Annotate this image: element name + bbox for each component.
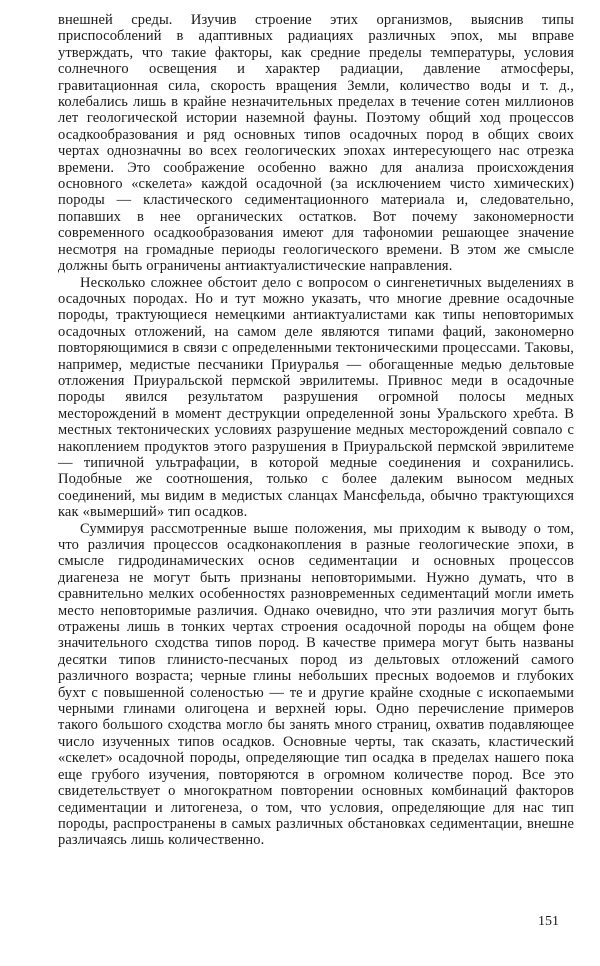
page-number: 151 xyxy=(538,914,559,929)
paragraph-1: внешней среды. Изучив строение этих организмов, выяснив типы приспособлений в адаптивных радиациях различных эпох, мы вправе утверждать, что такие факторы, как средние пределы температуры, условия солнечного освещения и характер радиации, давление атмосферы, гравитационная сила, скорость вращения Земли, количество воды и т. д., колебались лишь в крайне незначительных пределах в течение сотен миллионов лет геологической истории наземной фауны. Поэтому общий ход процессов осадкообразования и ряд основных типов осадочных пород в общих своих чертах однозначны во всех геологических эпохах интересующего нас отрезка времени. Это соображение особенно важно для анализа происхождения основного «скелета» каждой осадочной (за исключением чисто химических) породы — кластического седиментационного материала и, следовательно, попавших в нее органических остатков. Вот почему закономерности современного осадкообразования имеют для тафономии решающее значение несмотря на громадные периоды геологического времени. В этом же смысле должны быть ограничены антиактуалистические направления. xyxy=(58,12,574,275)
page-body xyxy=(58,12,574,849)
paragraph-3: Суммируя рассмотренные выше положения, мы приходим к выводу о том, что различия процессов осадконакопления в разные геологические эпохи, в смысле гидродинамических основ седиментации и основных процессов диагенеза не могут быть признаны неповторимыми. Нужно думать, что в сравнительно мелких особенностях разновременных седиментаций могли иметь место неповторимые различия. Однако очевидно, что эти различия могут быть отражены лишь в тонких чертах строения осадочной породы на общем фоне значительного сходства типов пород. В качестве примера могут быть названы десятки типов глинисто-песчаных пород из дельтовых отложений самого различного возраста; черные глины небольших пресных водоемов и глубоких бухт с повышенной соленостью — те и другие крайне сходные с ископаемыми черными глинами олигоцена и верхней юры. Одно перечисление примеров такого большого сходства могло бы занять много страниц, охватив подавляющее число изученных типов осадков. Основные черты, так сказать, кластический «скелет» осадочной породы, определяющие тип осадка в пределах нашего пока еще грубого изучения, повторяются в огромном количестве пород. Все это свидетельствует о многократном повторении основных комбинаций факторов седиментации и литогенеза, о том, что условия, определяющие для нас тип породы, распространены в самых различных обстановках седиментации, внешне различаясь лишь количественно. xyxy=(58,520,574,849)
paragraph-2: Несколько сложнее обстоит дело с вопросом о сингенетичных выделениях в осадочных породах. Но и тут можно указать, что многие древние осадочные породы, трактующиеся немецкими антиактуалистами как типы неповторимых осадочных отложений, на самом деле являются типами фаций, закономерно повторяющимися в связи с определенными тектоническими процессами. Таковы, например, медистые песчаники Приуралья — обогащенные медью дельтовые отложения Приуральской пермской эврилитемы. Привнос меди в осадочные породы явился результатом разрушения огромной полосы медных месторождений в момент деструкции определенной зоны Уральского хребта. В местных тектонических условиях разрушение медных месторождений совпало с накоплением продуктов этого разрушения в Приуральской пермской эврилитеме — типичной ультрафации, в которой медные соединения и сохранились. Подобные же соотношения, только с более далеким выносом медных соединений, мы видим в медистых сланцах Мансфельда, обычно трактующихся как «вымерший» тип осадков. xyxy=(58,274,574,521)
